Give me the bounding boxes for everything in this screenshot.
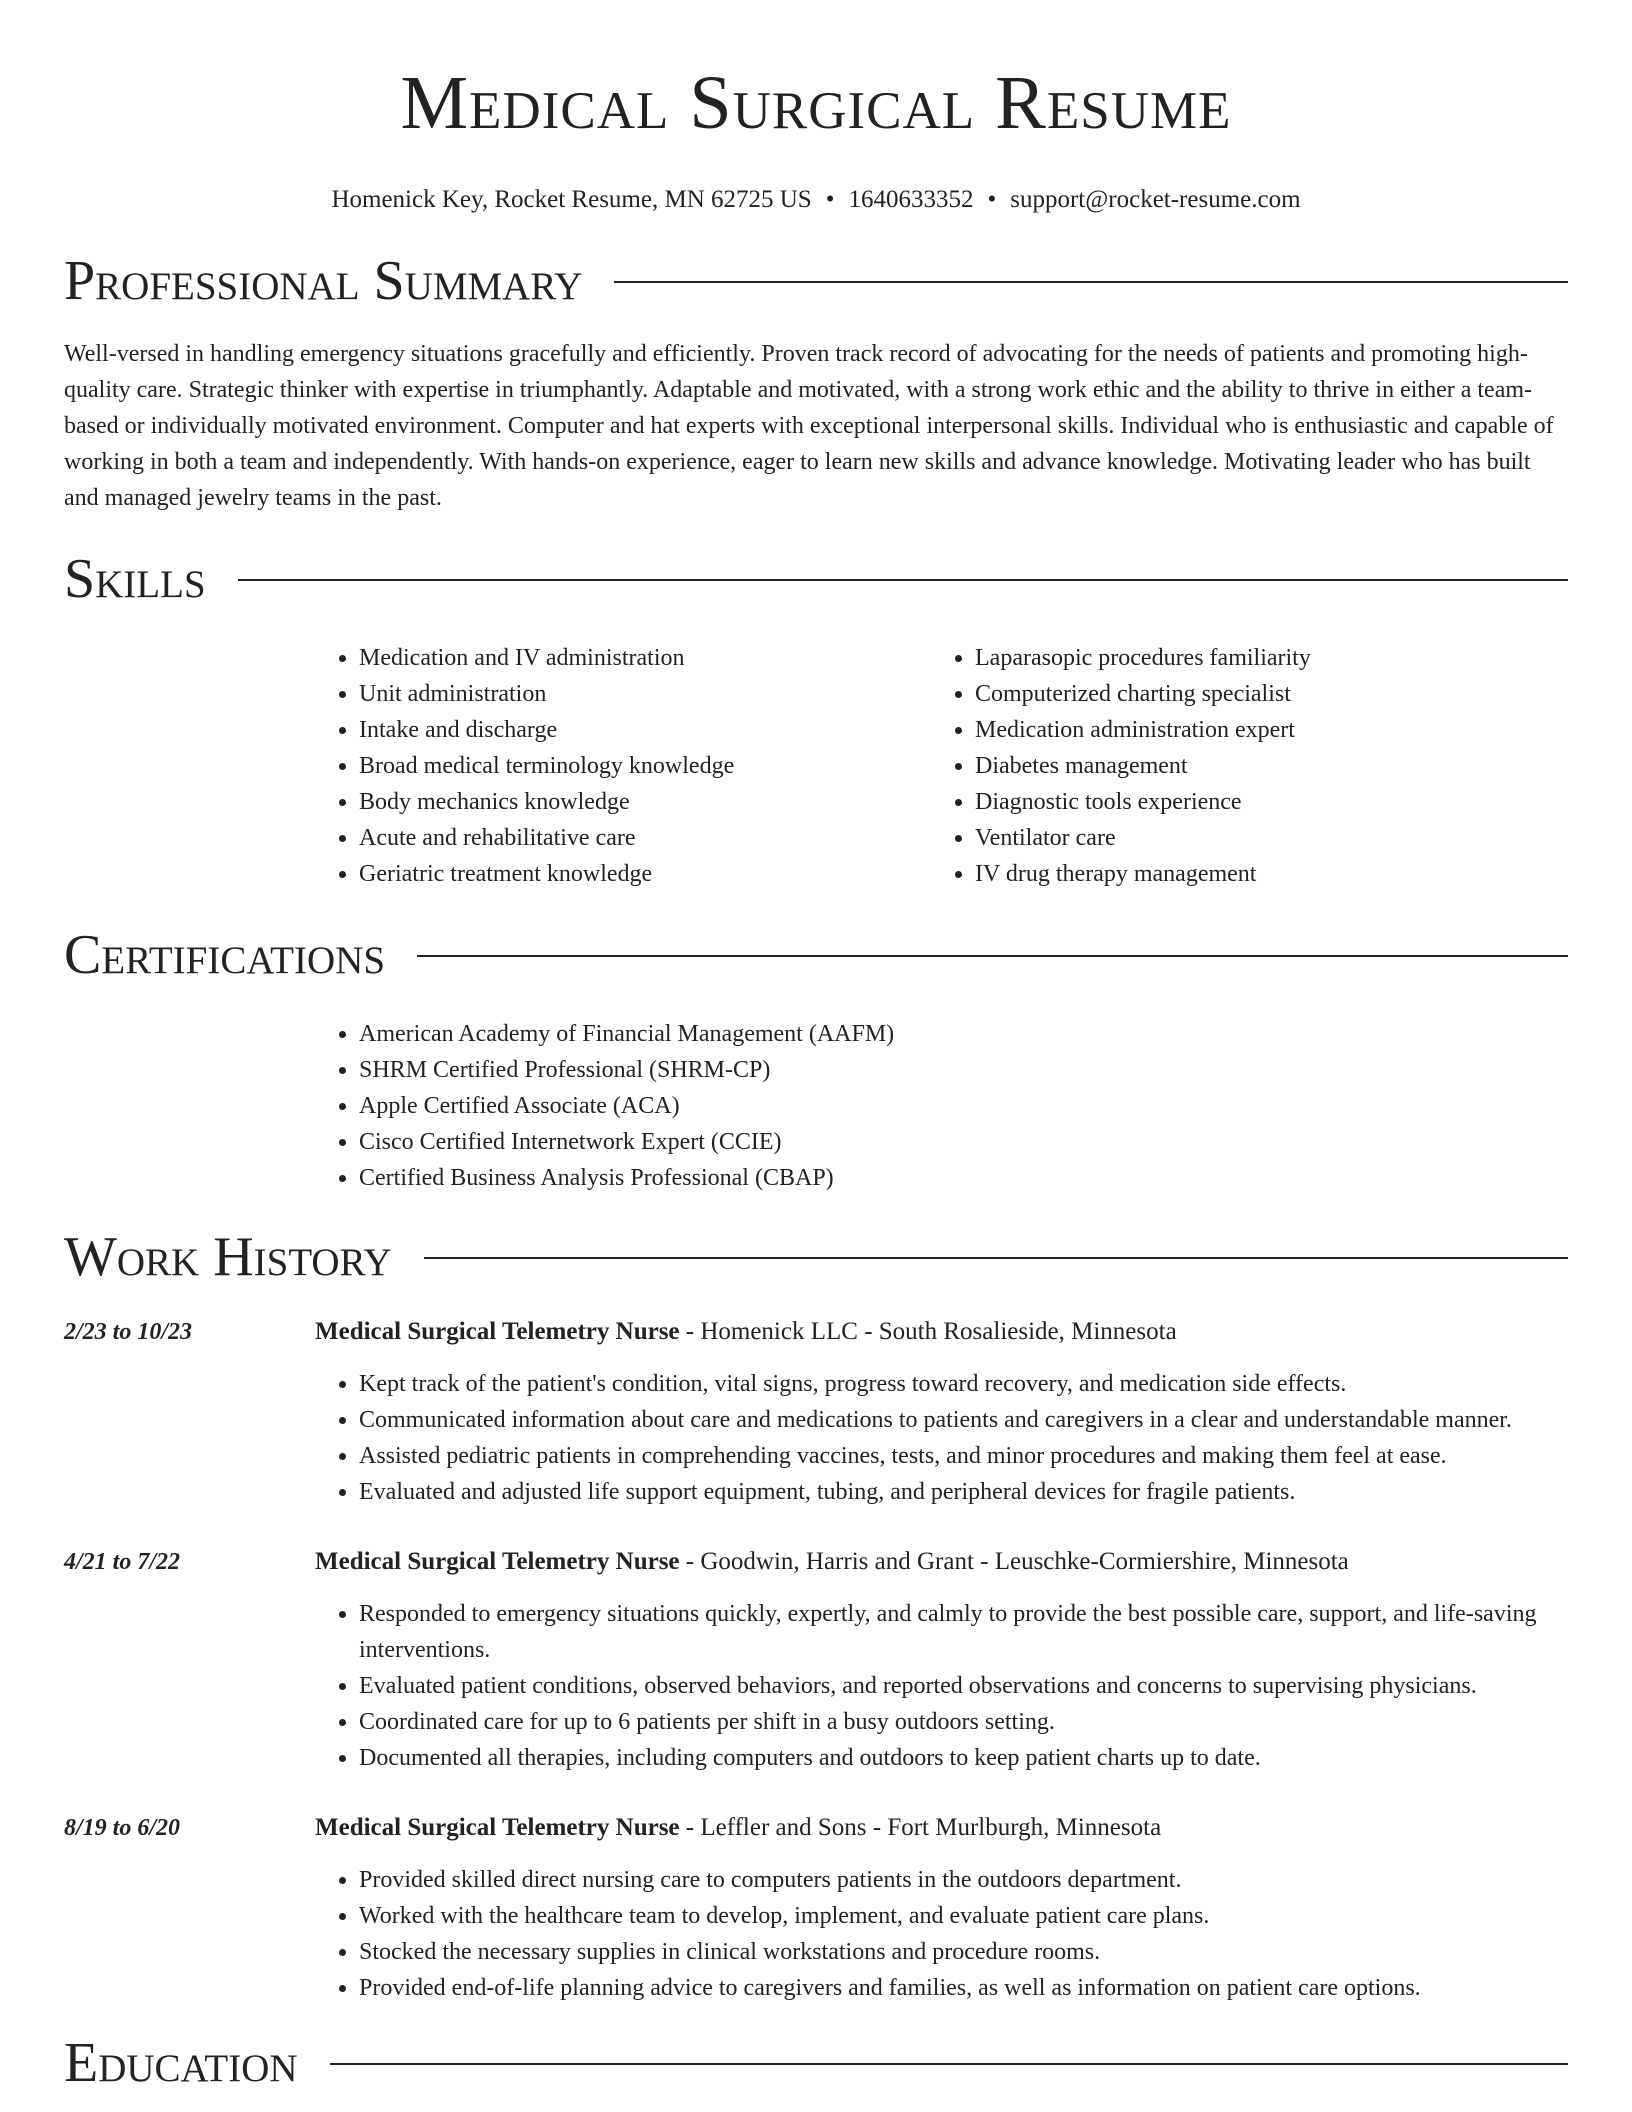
job-bullet: • Responded to emergency situations quickly, expertly, and calmly to provide the best possible care, support, and life-saving interventions.: [359, 1596, 1568, 1668]
certification-item: • Apple Certified Associate (ACA): [359, 1088, 1568, 1124]
job-employer: - Leffler and Sons - Fort Murlburgh, Minnesota: [679, 1814, 1162, 1841]
job-bullet: • Assisted pediatric patients in comprehending vaccines, tests, and minor procedures and making them feel at ease.: [359, 1438, 1568, 1474]
skill-item: • Medication and IV administration: [359, 640, 931, 676]
skill-item: • Body mechanics knowledge: [359, 784, 931, 820]
job-body: [315, 1314, 1568, 1510]
contact-phone: 1640633352: [848, 186, 974, 213]
job-bullet-list: [315, 1596, 1568, 1776]
job-bullet: • Provided skilled direct nursing care to computers patients in the outdoors department.: [359, 1862, 1568, 1898]
work-section-title: Work History: [64, 1226, 392, 1288]
contact-email: support@rocket-resume.com: [1010, 186, 1301, 213]
education-section-header: [64, 2028, 1568, 2098]
skill-item: • Intake and discharge: [359, 712, 931, 748]
certification-item: • Certified Business Analysis Professional (CBAP): [359, 1160, 1568, 1196]
job-bullet: • Evaluated and adjusted life support equipment, tubing, and peripheral devices for fragile patients.: [359, 1474, 1568, 1510]
job-bullet: • Coordinated care for up to 6 patients per shift in a busy outdoors setting.: [359, 1704, 1568, 1740]
skill-item: • Laparasopic procedures familiarity: [975, 640, 1568, 676]
skills-section-title: Skills: [64, 548, 206, 610]
job-entry: [64, 1314, 1568, 1510]
skills-grid: [315, 640, 1568, 892]
section-divider: [424, 1257, 1568, 1259]
contact-separator: •: [987, 186, 997, 213]
job-employer: - Goodwin, Harris and Grant - Leuschke-Cormiershire, Minnesota: [679, 1548, 1349, 1575]
skill-item: • IV drug therapy management: [975, 856, 1568, 892]
summary-section-header: [64, 246, 1568, 316]
section-divider: [330, 2063, 1568, 2065]
section-divider: [238, 579, 1568, 581]
section-divider: [417, 955, 1568, 957]
summary-section-title: Professional Summary: [64, 250, 583, 312]
job-bullet: • Documented all therapies, including computers and outdoors to keep patient charts up to date.: [359, 1740, 1568, 1776]
skill-item: • Diabetes management: [975, 748, 1568, 784]
job-entry: [64, 1810, 1568, 2006]
job-bullet: • Communicated information about care and medications to patients and caregivers in a clear and understandable manner.: [359, 1402, 1568, 1438]
skill-item: • Medication administration expert: [975, 712, 1568, 748]
certification-item: • American Academy of Financial Management (AAFM): [359, 1016, 1568, 1052]
certification-item: • SHRM Certified Professional (SHRM-CP): [359, 1052, 1568, 1088]
resume-title: Medical Surgical Resume: [400, 61, 1232, 145]
summary-text: Well-versed in handling emergency situations gracefully and efficiently. Proven track record of advocating for the needs of patients and promoting high-quality care. Strategic thinker with expertise in triumphantly. Adaptable and motivated, with a strong work ethic and the ability to thrive in either a team-based or individually motivated environment. Computer and hat experts with exceptional interpersonal skills. Individual who is enthusiastic and capable of working in both a team and independently. With hands-on experience, eager to learn new skills and advance knowledge. Motivating leader who has built and managed jewelry teams in the past.: [64, 341, 1554, 511]
job-bullet-list: [315, 1366, 1568, 1510]
job-dates: 8/19 to 6/20: [64, 1815, 181, 1841]
skills-list-right: [931, 640, 1568, 892]
contact-address: Homenick Key, Rocket Resume, MN 62725 US: [331, 186, 812, 213]
job-role: Medical Surgical Telemetry Nurse: [315, 1814, 680, 1841]
contact-line: [64, 186, 1568, 214]
job-heading: [315, 1314, 1568, 1350]
job-bullet: • Kept track of the patient's condition, vital signs, progress toward recovery, and medication side effects.: [359, 1366, 1568, 1402]
skill-item: • Geriatric treatment knowledge: [359, 856, 931, 892]
job-entry: [64, 1544, 1568, 1776]
section-divider: [614, 281, 1568, 283]
job-heading: [315, 1810, 1568, 1846]
job-bullet: • Provided end-of-life planning advice to caregivers and families, as well as information on patient care options.: [359, 1970, 1568, 2006]
job-role: Medical Surgical Telemetry Nurse: [315, 1548, 680, 1575]
job-role: Medical Surgical Telemetry Nurse: [315, 1318, 680, 1345]
job-body: [315, 1810, 1568, 2006]
job-dates: 4/21 to 7/22: [64, 1549, 181, 1575]
skill-item: • Ventilator care: [975, 820, 1568, 856]
certification-item: • Cisco Certified Internetwork Expert (CCIE): [359, 1124, 1568, 1160]
certifications-section-title: Certifications: [64, 924, 386, 986]
job-dates: 2/23 to 10/23: [64, 1319, 193, 1345]
job-bullet-list: [315, 1862, 1568, 2006]
skill-item: • Broad medical terminology knowledge: [359, 748, 931, 784]
skill-item: • Diagnostic tools experience: [975, 784, 1568, 820]
certifications-list: [315, 1016, 1568, 1196]
certifications-section-header: [64, 920, 1568, 990]
skills-list-left: [315, 640, 931, 892]
job-heading: [315, 1544, 1568, 1580]
job-bullet: • Stocked the necessary supplies in clinical workstations and procedure rooms.: [359, 1934, 1568, 1970]
work-section-header: [64, 1222, 1568, 1292]
skills-section-header: [64, 544, 1568, 614]
skill-item: • Computerized charting specialist: [975, 676, 1568, 712]
job-body: [315, 1544, 1568, 1776]
job-bullet: • Worked with the healthcare team to develop, implement, and evaluate patient care plans.: [359, 1898, 1568, 1934]
job-employer: - Homenick LLC - South Rosalieside, Minnesota: [679, 1318, 1177, 1345]
job-bullet: • Evaluated patient conditions, observed behaviors, and reported observations and concerns to supervising physicians.: [359, 1668, 1568, 1704]
skill-item: • Acute and rehabilitative care: [359, 820, 931, 856]
skill-item: • Unit administration: [359, 676, 931, 712]
contact-separator: •: [825, 186, 835, 213]
education-section-title: Education: [64, 2032, 298, 2094]
